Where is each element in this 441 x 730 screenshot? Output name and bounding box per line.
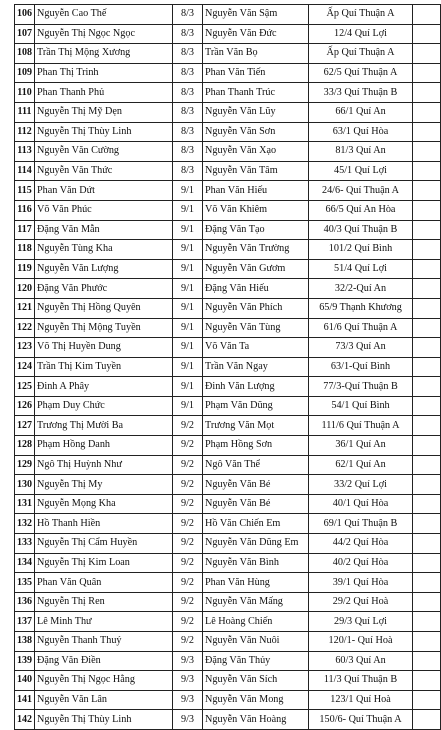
student-name: Phan Văn Quân — [35, 573, 173, 593]
student-name: Đinh A Phây — [35, 377, 173, 397]
address: 40/3 Quí Thuận B — [309, 220, 413, 240]
class-code: 9/3 — [173, 651, 203, 671]
student-name: Hồ Thanh Hiền — [35, 514, 173, 534]
student-name: Phạm Duy Chức — [35, 396, 173, 416]
row-number: 111 — [15, 102, 35, 122]
student-name: Đặng Văn Điền — [35, 651, 173, 671]
student-list-sheet — [14, 4, 440, 730]
class-code: 9/1 — [173, 298, 203, 318]
row-number: 109 — [15, 63, 35, 83]
student-name: Nguyễn Thanh Thuý — [35, 632, 173, 652]
parent-name: Nguyễn Văn Trường — [203, 240, 309, 260]
blank-cell — [413, 377, 441, 397]
row-number: 118 — [15, 240, 35, 260]
parent-name: Phan Văn Hiếu — [203, 181, 309, 201]
blank-cell — [413, 710, 441, 730]
row-number: 124 — [15, 357, 35, 377]
row-number: 116 — [15, 200, 35, 220]
blank-cell — [413, 181, 441, 201]
address: 39/1 Quí Hòa — [309, 573, 413, 593]
table-row — [15, 102, 441, 122]
address: 24/6- Quí Thuận A — [309, 181, 413, 201]
row-number: 132 — [15, 514, 35, 534]
parent-name: Trương Văn Mọt — [203, 416, 309, 436]
parent-name: Nguyễn Văn Bé — [203, 475, 309, 495]
row-number: 136 — [15, 592, 35, 612]
address: 36/1 Quí An — [309, 436, 413, 456]
row-number: 133 — [15, 534, 35, 554]
parent-name: Đặng Văn Thủy — [203, 651, 309, 671]
class-code: 9/2 — [173, 632, 203, 652]
row-number: 130 — [15, 475, 35, 495]
row-number: 108 — [15, 44, 35, 64]
parent-name: Nguyễn Văn Sích — [203, 671, 309, 691]
table-row — [15, 240, 441, 260]
row-number: 117 — [15, 220, 35, 240]
blank-cell — [413, 651, 441, 671]
blank-cell — [413, 494, 441, 514]
student-name: Võ Thị Huyền Dung — [35, 338, 173, 358]
row-number: 128 — [15, 436, 35, 456]
table-row — [15, 122, 441, 142]
parent-name: Nguyễn Văn Mong — [203, 690, 309, 710]
row-number: 134 — [15, 553, 35, 573]
parent-name: Phạm Văn Dũng — [203, 396, 309, 416]
address: 33/2 Quí Lợi — [309, 475, 413, 495]
class-code: 9/2 — [173, 514, 203, 534]
address: 81/3 Quí An — [309, 142, 413, 162]
address: 12/4 Quí Lợi — [309, 24, 413, 44]
row-number: 123 — [15, 338, 35, 358]
table-row — [15, 357, 441, 377]
parent-name: Nguyễn Văn Lũy — [203, 102, 309, 122]
parent-name: Trần Văn Ngay — [203, 357, 309, 377]
student-name: Trần Thị Kim Tuyền — [35, 357, 173, 377]
row-number: 110 — [15, 83, 35, 103]
table-row — [15, 5, 441, 25]
table-row — [15, 416, 441, 436]
blank-cell — [413, 632, 441, 652]
blank-cell — [413, 338, 441, 358]
class-code: 9/1 — [173, 220, 203, 240]
row-number: 112 — [15, 122, 35, 142]
blank-cell — [413, 102, 441, 122]
table-row — [15, 671, 441, 691]
blank-cell — [413, 161, 441, 181]
student-name: Nguyễn Thị Thùy Linh — [35, 122, 173, 142]
table-row — [15, 63, 441, 83]
parent-name: Nguyễn Văn Nuôi — [203, 632, 309, 652]
address: 40/1 Quí Hòa — [309, 494, 413, 514]
class-code: 9/2 — [173, 573, 203, 593]
address: 62/1 Quí An — [309, 455, 413, 475]
student-name: Phan Thị Trinh — [35, 63, 173, 83]
class-code: 9/3 — [173, 690, 203, 710]
class-code: 8/3 — [173, 63, 203, 83]
parent-name: Đặng Văn Hiếu — [203, 279, 309, 299]
address: 29/2 Quí Hoà — [309, 592, 413, 612]
student-name: Nguyễn Thị My — [35, 475, 173, 495]
table-row — [15, 377, 441, 397]
student-name: Phan Văn Dứt — [35, 181, 173, 201]
address: 63/1 Quí Hòa — [309, 122, 413, 142]
student-name: Nguyễn Thị Thùy Linh — [35, 710, 173, 730]
table-row — [15, 494, 441, 514]
address: 101/2 Quí Bình — [309, 240, 413, 260]
parent-name: Nguyễn Văn Bình — [203, 553, 309, 573]
address: 54/1 Quí Bình — [309, 396, 413, 416]
student-name: Nguyễn Thị Hồng Quyên — [35, 298, 173, 318]
table-row — [15, 632, 441, 652]
class-code: 8/3 — [173, 122, 203, 142]
address: 62/5 Quí Thuận A — [309, 63, 413, 83]
row-number: 141 — [15, 690, 35, 710]
class-code: 9/1 — [173, 240, 203, 260]
class-code: 9/2 — [173, 553, 203, 573]
class-code: 9/1 — [173, 200, 203, 220]
student-name: Phan Thanh Phủ — [35, 83, 173, 103]
address: 33/3 Quí Thuận B — [309, 83, 413, 103]
address: 63/1-Quí Bình — [309, 357, 413, 377]
table-row — [15, 455, 441, 475]
table-row — [15, 592, 441, 612]
address: 77/3-Quí Thuận B — [309, 377, 413, 397]
row-number: 106 — [15, 5, 35, 25]
blank-cell — [413, 357, 441, 377]
blank-cell — [413, 200, 441, 220]
class-code: 9/3 — [173, 671, 203, 691]
table-row — [15, 612, 441, 632]
table-row — [15, 83, 441, 103]
blank-cell — [413, 83, 441, 103]
class-code: 8/3 — [173, 44, 203, 64]
student-table-body — [15, 5, 441, 730]
student-name: Đặng Văn Mẫn — [35, 220, 173, 240]
class-code: 9/2 — [173, 494, 203, 514]
address: 66/5 Quí An Hòa — [309, 200, 413, 220]
row-number: 129 — [15, 455, 35, 475]
student-name: Trần Thị Mộng Xương — [35, 44, 173, 64]
table-row — [15, 396, 441, 416]
row-number: 113 — [15, 142, 35, 162]
student-name: Nguyễn Văn Lân — [35, 690, 173, 710]
blank-cell — [413, 671, 441, 691]
class-code: 9/1 — [173, 181, 203, 201]
parent-name: Phan Văn Tiến — [203, 63, 309, 83]
student-name: Nguyễn Thị Mộng Tuyền — [35, 318, 173, 338]
address: 29/3 Quí Lợi — [309, 612, 413, 632]
blank-cell — [413, 573, 441, 593]
student-name: Nguyễn Thị Ngọc Hằng — [35, 671, 173, 691]
row-number: 135 — [15, 573, 35, 593]
table-row — [15, 436, 441, 456]
blank-cell — [413, 44, 441, 64]
class-code: 9/2 — [173, 534, 203, 554]
class-code: 9/1 — [173, 377, 203, 397]
blank-cell — [413, 318, 441, 338]
table-row — [15, 259, 441, 279]
parent-name: Lê Hoàng Chiến — [203, 612, 309, 632]
table-row — [15, 690, 441, 710]
parent-name: Nguyễn Văn Phích — [203, 298, 309, 318]
blank-cell — [413, 455, 441, 475]
table-row — [15, 710, 441, 730]
blank-cell — [413, 475, 441, 495]
class-code: 8/3 — [173, 5, 203, 25]
blank-cell — [413, 416, 441, 436]
blank-cell — [413, 279, 441, 299]
address: 69/1 Quí Thuận B — [309, 514, 413, 534]
class-code: 9/1 — [173, 279, 203, 299]
row-number: 142 — [15, 710, 35, 730]
student-name: Nguyễn Mọng Kha — [35, 494, 173, 514]
class-code: 9/1 — [173, 259, 203, 279]
row-number: 121 — [15, 298, 35, 318]
address: 120/1- Quí Hoà — [309, 632, 413, 652]
student-name: Nguyễn Thị Ngọc Ngọc — [35, 24, 173, 44]
row-number: 115 — [15, 181, 35, 201]
student-name: Trương Thị Mười Ba — [35, 416, 173, 436]
address: 111/6 Quí Thuận A — [309, 416, 413, 436]
blank-cell — [413, 259, 441, 279]
address: 32/2-Quí An — [309, 279, 413, 299]
class-code: 8/3 — [173, 142, 203, 162]
blank-cell — [413, 514, 441, 534]
row-number: 140 — [15, 671, 35, 691]
address: Ấp Quí Thuận A — [309, 44, 413, 64]
table-row — [15, 200, 441, 220]
address: 45/1 Quí Lợi — [309, 161, 413, 181]
address: 60/3 Quí An — [309, 651, 413, 671]
table-row — [15, 475, 441, 495]
table-row — [15, 220, 441, 240]
student-name: Ngô Thị Huỳnh Như — [35, 455, 173, 475]
row-number: 122 — [15, 318, 35, 338]
row-number: 137 — [15, 612, 35, 632]
class-code: 8/3 — [173, 83, 203, 103]
address: 123/1 Quí Hoà — [309, 690, 413, 710]
class-code: 9/2 — [173, 592, 203, 612]
blank-cell — [413, 142, 441, 162]
student-name: Nguyễn Văn Thức — [35, 161, 173, 181]
blank-cell — [413, 63, 441, 83]
address: 61/6 Quí Thuận A — [309, 318, 413, 338]
student-name: Nguyễn Thị Kim Loan — [35, 553, 173, 573]
class-code: 9/2 — [173, 455, 203, 475]
blank-cell — [413, 436, 441, 456]
row-number: 127 — [15, 416, 35, 436]
class-code: 8/3 — [173, 161, 203, 181]
parent-name: Đặng Văn Tạo — [203, 220, 309, 240]
blank-cell — [413, 220, 441, 240]
parent-name: Phan Thanh Trúc — [203, 83, 309, 103]
parent-name: Nguyễn Văn Gươm — [203, 259, 309, 279]
table-row — [15, 573, 441, 593]
parent-name: Trần Văn Bọ — [203, 44, 309, 64]
student-name: Nguyễn Thị Cẩm Huyền — [35, 534, 173, 554]
class-code: 9/2 — [173, 475, 203, 495]
parent-name: Nguyễn Văn Tâm — [203, 161, 309, 181]
blank-cell — [413, 396, 441, 416]
row-number: 114 — [15, 161, 35, 181]
blank-cell — [413, 240, 441, 260]
student-name: Đặng Văn Phước — [35, 279, 173, 299]
parent-name: Đinh Văn Lượng — [203, 377, 309, 397]
table-row — [15, 338, 441, 358]
student-name: Nguyễn Cao Thế — [35, 5, 173, 25]
class-code: 9/2 — [173, 416, 203, 436]
row-number: 126 — [15, 396, 35, 416]
table-row — [15, 161, 441, 181]
student-name: Nguyễn Văn Lượng — [35, 259, 173, 279]
class-code: 9/1 — [173, 357, 203, 377]
class-code: 9/1 — [173, 318, 203, 338]
blank-cell — [413, 592, 441, 612]
table-row — [15, 514, 441, 534]
class-code: 9/2 — [173, 436, 203, 456]
table-row — [15, 181, 441, 201]
blank-cell — [413, 122, 441, 142]
table-row — [15, 279, 441, 299]
blank-cell — [413, 553, 441, 573]
parent-name: Võ Văn Ta — [203, 338, 309, 358]
parent-name: Nguyễn Văn Xạo — [203, 142, 309, 162]
address: 40/2 Quí Hòa — [309, 553, 413, 573]
table-row — [15, 142, 441, 162]
table-row — [15, 298, 441, 318]
address: 66/1 Quí An — [309, 102, 413, 122]
table-row — [15, 44, 441, 64]
table-row — [15, 318, 441, 338]
student-table — [14, 4, 441, 730]
student-name: Võ Văn Phúc — [35, 200, 173, 220]
parent-name: Hồ Văn Chiến Em — [203, 514, 309, 534]
blank-cell — [413, 24, 441, 44]
parent-name: Nguyễn Văn Tùng — [203, 318, 309, 338]
class-code: 9/1 — [173, 396, 203, 416]
address: Ấp Quí Thuận A — [309, 5, 413, 25]
class-code: 8/3 — [173, 102, 203, 122]
table-row — [15, 24, 441, 44]
class-code: 8/3 — [173, 24, 203, 44]
address: 150/6- Quí Thuận A — [309, 710, 413, 730]
row-number: 131 — [15, 494, 35, 514]
blank-cell — [413, 690, 441, 710]
blank-cell — [413, 5, 441, 25]
row-number: 139 — [15, 651, 35, 671]
parent-name: Nguyễn Văn Sậm — [203, 5, 309, 25]
parent-name: Nguyễn Văn Đức — [203, 24, 309, 44]
address: 44/2 Quí Hòa — [309, 534, 413, 554]
address: 51/4 Quí Lợi — [309, 259, 413, 279]
row-number: 120 — [15, 279, 35, 299]
parent-name: Nguyễn Văn Dũng Em — [203, 534, 309, 554]
table-row — [15, 553, 441, 573]
parent-name: Phạm Hồng Sơn — [203, 436, 309, 456]
class-code: 9/3 — [173, 710, 203, 730]
class-code: 9/1 — [173, 338, 203, 358]
student-name: Phạm Hồng Danh — [35, 436, 173, 456]
student-name: Nguyễn Tùng Kha — [35, 240, 173, 260]
parent-name: Nguyễn Văn Bé — [203, 494, 309, 514]
student-name: Nguyễn Văn Cường — [35, 142, 173, 162]
row-number: 107 — [15, 24, 35, 44]
parent-name: Nguyễn Văn Sơn — [203, 122, 309, 142]
blank-cell — [413, 534, 441, 554]
blank-cell — [413, 612, 441, 632]
class-code: 9/2 — [173, 612, 203, 632]
parent-name: Nguyễn Văn Mấng — [203, 592, 309, 612]
row-number: 119 — [15, 259, 35, 279]
parent-name: Phan Văn Hùng — [203, 573, 309, 593]
address: 11/3 Quí Thuận B — [309, 671, 413, 691]
address: 73/3 Quí An — [309, 338, 413, 358]
parent-name: Nguyễn Văn Hoàng — [203, 710, 309, 730]
student-name: Nguyễn Thị Mỹ Dẹn — [35, 102, 173, 122]
row-number: 138 — [15, 632, 35, 652]
table-row — [15, 651, 441, 671]
student-name: Nguyễn Thị Ren — [35, 592, 173, 612]
student-name: Lê Minh Thư — [35, 612, 173, 632]
parent-name: Ngô Văn Thể — [203, 455, 309, 475]
table-row — [15, 534, 441, 554]
row-number: 125 — [15, 377, 35, 397]
parent-name: Võ Văn Khiêm — [203, 200, 309, 220]
blank-cell — [413, 298, 441, 318]
address: 65/9 Thạnh Khương — [309, 298, 413, 318]
